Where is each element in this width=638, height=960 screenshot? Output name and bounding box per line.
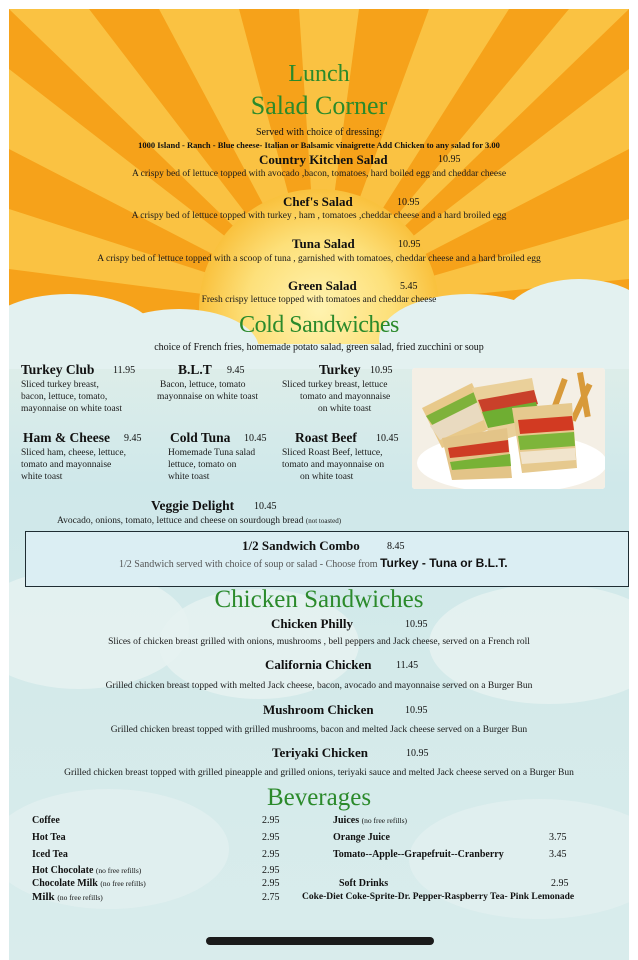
chicken-price: 10.95 [405, 619, 428, 630]
chicken-price: 10.95 [406, 748, 429, 759]
sandwich-desc: tomato and mayonnaise on [282, 460, 385, 470]
salad-price: 10.95 [397, 197, 420, 208]
beverage-name: Tomato--Apple--Grapefruit--Cranberry [333, 849, 504, 860]
sandwich-desc: lettuce, tomato on [168, 460, 237, 470]
sandwich-desc: white toast [168, 472, 210, 482]
sandwich-price: 10.45 [244, 433, 267, 444]
chicken-desc: Grilled chicken breast topped with grilled pineapple and grilled onions, teriyaki sauce and melted Jack cheese served on a Burger Bun [64, 768, 574, 778]
salad-price: 10.95 [398, 239, 421, 250]
beverage-price: 2.95 [262, 849, 280, 860]
sandwich-name: Cold Tuna [170, 430, 231, 445]
beverage-name: Hot Chocolate (no free refills) [32, 865, 142, 876]
salad-name: Green Salad [288, 278, 357, 293]
beverage-price: 2.95 [262, 832, 280, 843]
sandwich-price: 9.45 [124, 433, 142, 444]
beverages-title: Beverages [266, 784, 372, 811]
sandwich-name: Roast Beef [295, 430, 357, 445]
beverage-name: Soft Drinks [339, 878, 389, 889]
chicken-sandwiches-title: Chicken Sandwiches [214, 586, 424, 613]
salad-name: Chef's Salad [283, 194, 353, 209]
club-sandwich-photo [412, 368, 605, 489]
cold-sandwiches-title: Cold Sandwiches [239, 312, 399, 338]
combo-desc: 1/2 Sandwich served with choice of soup or salad - Choose from Turkey - Tuna or B.L.T. [119, 556, 508, 570]
dressing-intro: Served with choice of dressing: [255, 127, 383, 138]
beverage-price: 2.75 [262, 892, 280, 903]
sandwich-price: 11.95 [113, 365, 136, 376]
beverage-name: Hot Tea [32, 832, 66, 843]
chicken-desc: Grilled chicken breast topped with melted Jack cheese, bacon, avocado and mayonnaise served on a Burger Bun [105, 681, 533, 691]
salad-name: Tuna Salad [292, 236, 355, 251]
beverage-name: Orange Juice [333, 832, 390, 843]
beverage-price: 3.75 [549, 832, 567, 843]
dressing-list: 1000 Island - Ranch - Blue cheese- Italian or Balsamic vinaigrette Add Chicken to any salad for 3.00 [138, 140, 500, 150]
page-border [0, 0, 9, 960]
sandwich-desc: Sliced ham, cheese, lettuce, [21, 448, 126, 458]
sandwich-name: B.L.T [178, 362, 212, 377]
chicken-desc: Grilled chicken breast topped with grilled mushrooms, bacon and melted Jack cheese served on a Burger Bun [110, 725, 528, 735]
sandwich-desc: bacon, lettuce, tomato, [21, 392, 108, 402]
sandwich-name: Turkey [319, 362, 361, 377]
lunch-menu [9, 9, 629, 960]
beverage-name: Chocolate Milk (no free refills) [32, 878, 146, 889]
salad-name: Country Kitchen Salad [259, 152, 388, 167]
cold-sandwiches-subtitle: choice of French fries, homemade potato salad, green salad, fried zucchini or soup [154, 342, 484, 353]
sandwich-desc: on white toast [318, 404, 372, 414]
sandwich-price: 9.45 [227, 365, 245, 376]
sandwich-desc: Homemade Tuna salad [168, 448, 256, 458]
sandwich-price: 10.95 [370, 365, 393, 376]
salad-desc: A crispy bed of lettuce topped with a scoop of tuna , garnished with tomatoes, cheddar cheese and a hard broiled egg [97, 254, 541, 264]
sandwich-price: 10.45 [254, 501, 277, 512]
salad-price: 5.45 [400, 281, 418, 292]
beverage-price: 2.95 [262, 815, 280, 826]
salad-desc: A crispy bed of lettuce topped with avocado ,bacon, tomatoes, hard boiled egg and cheddar cheese [131, 169, 507, 179]
sandwich-desc: mayonnaise on white toast [157, 392, 259, 402]
lunch-title: Lunch [288, 61, 350, 87]
home-indicator[interactable] [206, 937, 434, 945]
salad-corner-title: Salad Corner [250, 91, 388, 120]
sandwich-desc: tomato and mayonnaise [300, 392, 391, 402]
beverage-price: 3.45 [549, 849, 567, 860]
salad-desc: Fresh crispy lettuce topped with tomatoes and cheddar cheese [201, 295, 437, 305]
beverage-price: 2.95 [551, 878, 569, 889]
sandwich-name: Veggie Delight [151, 498, 235, 513]
sandwich-desc: on white toast [300, 472, 354, 482]
beverage-price: 2.95 [262, 865, 280, 876]
salad-price: 10.95 [438, 154, 461, 165]
veggie-desc: Avocado, onions, tomato, lettuce and cheese on sourdough bread (not toasted) [57, 516, 342, 526]
chicken-desc: Slices of chicken breast grilled with onions, mushrooms , bell peppers and Jack cheese, served on a French roll [108, 637, 530, 647]
sandwich-desc: Sliced Roast Beef, lettuce, [282, 448, 383, 458]
juices-heading: Juices (no free refills) [333, 815, 408, 826]
page-border [0, 0, 638, 9]
sandwich-desc: white toast [21, 472, 63, 482]
combo-price: 8.45 [387, 541, 405, 552]
chicken-price: 10.95 [405, 705, 428, 716]
chicken-name: Mushroom Chicken [263, 702, 374, 717]
salad-desc: A crispy bed of lettuce topped with turkey , ham , tomatoes ,cheddar cheese and a hard broiled egg [131, 211, 507, 221]
combo-name: 1/2 Sandwich Combo [242, 538, 360, 553]
beverage-name: Iced Tea [32, 849, 68, 860]
sandwich-desc: mayonnaise on white toast [21, 404, 123, 414]
beverage-price: 2.95 [262, 878, 280, 889]
soft-drinks-list: Coke-Diet Coke-Sprite-Dr. Pepper-Raspberry Tea- Pink Lemonade [302, 892, 575, 902]
chicken-price: 11.45 [396, 660, 419, 671]
sandwich-name: Ham & Cheese [23, 430, 110, 445]
beverage-name: Coffee [32, 815, 60, 826]
sandwich-desc: tomato and mayonnaise [21, 460, 112, 470]
sandwich-name: Turkey Club [21, 362, 95, 377]
page-border [629, 0, 638, 960]
sandwich-desc: Bacon, lettuce, tomato [160, 380, 246, 390]
chicken-name: Teriyaki Chicken [272, 745, 368, 760]
sandwich-desc: Sliced turkey breast, lettuce [282, 380, 388, 390]
chicken-name: California Chicken [265, 657, 372, 672]
sandwich-price: 10.45 [376, 433, 399, 444]
sandwich-desc: Sliced turkey breast, [21, 380, 99, 390]
chicken-name: Chicken Philly [271, 616, 353, 631]
beverage-name: Milk (no free refills) [32, 891, 103, 903]
